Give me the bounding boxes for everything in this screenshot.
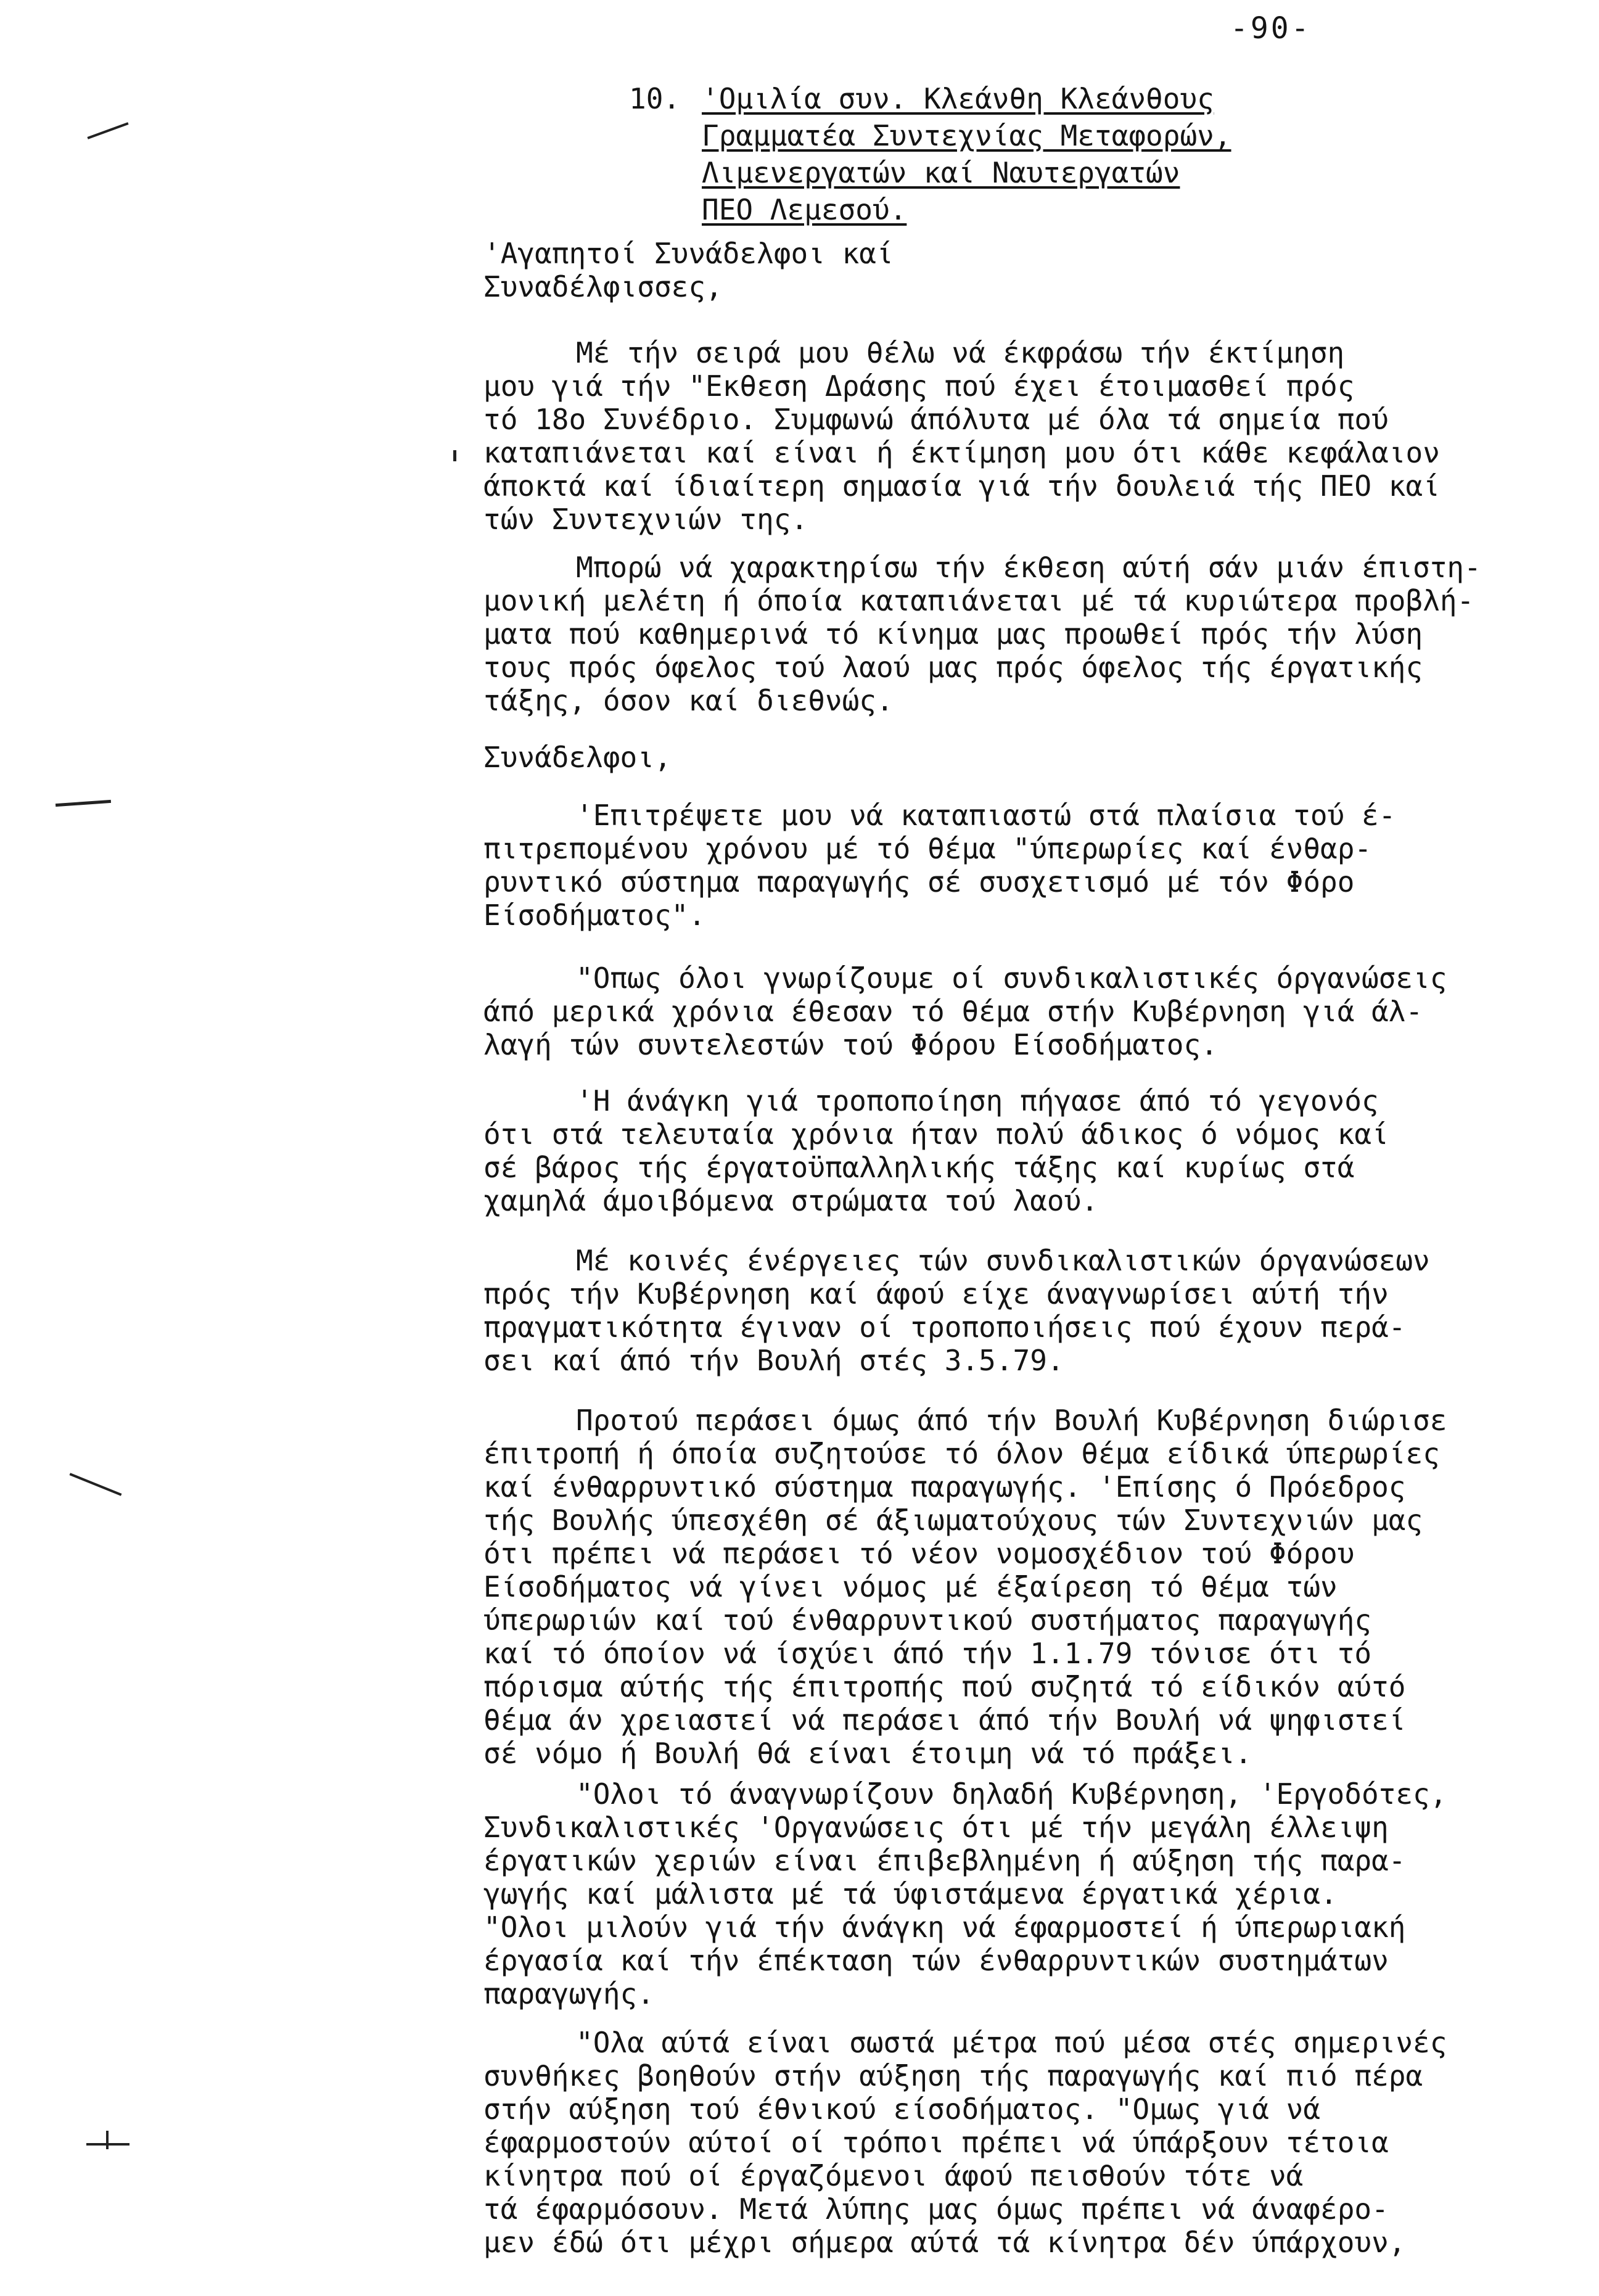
- text-line: σει καί άπό τήν Βουλή στές 3.5.79.: [483, 1344, 1064, 1377]
- text-line: έπιτροπή ή όποία συζητούσε τό όλον θέμα είδικά ύπερωρίες: [483, 1437, 1440, 1470]
- text-line: "Ολοι τό άναγνωρίζουν δηλαδή Κυβέρνηση, 'Εργοδότες,: [576, 1777, 1447, 1811]
- text-line: τής Βουλής ύπεσχέθη σέ άξιωματούχους τών Συντεχνιών μας: [483, 1504, 1423, 1537]
- margin-mark: [55, 800, 111, 807]
- text-line: τους πρός όφελος τού λαού μας πρός όφελος τής έργατικής: [483, 651, 1423, 684]
- page-number: -90-: [1230, 11, 1312, 46]
- text-line: Συνάδελφοι,: [483, 741, 672, 774]
- text-line: τάξης, όσον καί διεθνώς.: [483, 684, 894, 717]
- text-line: Προτού περάσει όμως άπό τήν Βουλή Κυβέρνηση διώρισε: [576, 1404, 1447, 1437]
- text-line: άποκτά καί ίδιαίτερη σημασία γιά τήν δουλειά τής ΠΕΟ καί: [483, 469, 1440, 503]
- paragraph: [483, 1777, 1532, 2010]
- text-line: τά έφαρμόσουν. Μετά λύπης μας όμως πρέπει νά άναφέρο-: [483, 2192, 1389, 2226]
- heading-line: 'Ομιλία συν. Κλεάνθη Κλεάνθους: [702, 82, 1214, 115]
- text-line: παραγωγής.: [483, 1977, 654, 2010]
- heading-number: 10.: [629, 82, 681, 115]
- text-line: πρός τήν Κυβέρνηση καί άφού είχε άναγνωρίσει αύτή τήν: [483, 1277, 1389, 1311]
- text-line: τό 18ο Συνέδριο. Συμφωνώ άπόλυτα μέ όλα τά σημεία πού: [483, 403, 1389, 436]
- paragraph: [483, 961, 1532, 1061]
- text-line: καί ένθαρρυντικό σύστημα παραγωγής. 'Επίσης ό Πρόεδρος: [483, 1470, 1406, 1504]
- text-line: θέμα άν χρειαστεί νά περάσει άπό τήν Βουλή νά ψηφιστεί: [483, 1703, 1406, 1737]
- address: [483, 741, 1532, 774]
- heading-line: Γραμματέα Συντεχνίας Μεταφορών,: [702, 119, 1231, 152]
- text-line: άπό μερικά χρόνια έθεσαν τό θέμα στήν Κυβέρνηση γιά άλ-: [483, 995, 1423, 1028]
- text-line: 'Επιτρέψετε μου νά καταπιαστώ στά πλαίσια τού έ-: [576, 799, 1396, 832]
- text-line: καί τό όποίον νά ίσχύει άπό τήν 1.1.79 τόνισε ότι τό: [483, 1637, 1372, 1670]
- text-line: στήν αύξηση τού έθνικού είσοδήματος. "Ομως γιά νά: [483, 2092, 1321, 2126]
- text-line: μονική μελέτη ή όποία καταπιάνεται μέ τά κυριώτερα προβλή-: [483, 584, 1474, 617]
- text-line: ματα πού καθημερινά τό κίνημα μας προωθεί πρός τήν λύση: [483, 617, 1423, 651]
- text-line: 'Η άνάγκη γιά τροποποίηση πήγασε άπό τό γεγονός: [576, 1084, 1379, 1117]
- text-line: πιτρεπομένου χρόνου μέ τό θέμα "ύπερωρίες καί ένθαρ-: [483, 832, 1372, 865]
- text-line: ύπερωριών καί τού ένθαρρυντικού συστήματος παραγωγής: [483, 1603, 1372, 1637]
- text-line: 'Αγαπητοί Συνάδελφοι καί: [483, 237, 894, 270]
- margin-mark: [87, 122, 128, 139]
- paragraph: [483, 336, 1532, 536]
- text-line: χαμηλά άμοιβόμενα στρώματα τού λαού.: [483, 1184, 1098, 1217]
- text-line: μου γιά τήν "Εκθεση Δράσης πού έχει έτοιμασθεί πρός: [483, 369, 1355, 403]
- text-line: έφαρμοστούν αύτοί οί τρόποι πρέπει νά ύπάρξουν τέτοια: [483, 2126, 1389, 2159]
- margin-mark: [70, 1473, 122, 1496]
- heading-title: [702, 80, 1231, 228]
- paragraph: [483, 551, 1532, 717]
- text-line: μεν έδώ ότι μέχρι σήμερα αύτά τά κίνητρα δέν ύπάρχουν,: [483, 2226, 1406, 2259]
- text-line: πόρισμα αύτής τής έπιτροπής πού συζητά τό είδικόν αύτό: [483, 1670, 1406, 1703]
- text-line: Μέ τήν σειρά μου θέλω νά έκφράσω τήν έκτίμηση: [576, 336, 1345, 369]
- text-line: σέ βάρος τής έργατοϋπαλληλικής τάξης καί κυρίως στά: [483, 1151, 1355, 1184]
- text-line: Συνδικαλιστικές 'Οργανώσεις ότι μέ τήν μεγάλη έλλειψη: [483, 1811, 1389, 1844]
- text-line: "Ολοι μιλούν γιά τήν άνάγκη νά έφαρμοστεί ή ύπερωριακή: [483, 1911, 1406, 1944]
- text-line: ρυντικό σύστημα παραγωγής σέ συσχετισμό μέ τόν Φόρο: [483, 865, 1355, 899]
- heading-line: Λιμενεργατών καί Ναυτεργατών: [702, 156, 1180, 189]
- paragraph: [483, 1404, 1532, 1770]
- text-line: λαγή τών συντελεστών τού Φόρου Είσοδήματος.: [483, 1028, 1218, 1061]
- text-line: Μέ κοινές ένέργειες τών συνδικαλιστικών όργανώσεων: [576, 1244, 1430, 1277]
- paragraph: [483, 799, 1532, 932]
- text-line: "Οπως όλοι γνωρίζουμε οί συνδικαλιστικές όργανώσεις: [576, 961, 1447, 995]
- margin-mark: [106, 2131, 109, 2149]
- paragraph: [483, 1084, 1532, 1217]
- text-line: πραγματικότητα έγιναν οί τροποποιήσεις πού έχουν περά-: [483, 1311, 1406, 1344]
- text-line: έργατικών χεριών είναι έπιβεβλημένη ή αύξηση τής παρα-: [483, 1844, 1406, 1877]
- text-line: Είσοδήματος νά γίνει νόμος μέ έξαίρεση τό θέμα τών: [483, 1570, 1338, 1603]
- text-line: γωγής καί μάλιστα μέ τά ύφιστάμενα έργατικά χέρια.: [483, 1877, 1338, 1911]
- text-line: Συναδέλφισσες,: [483, 270, 723, 303]
- text-line: καταπιάνεται καί είναι ή έκτίμηση μου ότι κάθε κεφάλαιον: [483, 436, 1440, 469]
- text-line: κίνητρα πού οί έργαζόμενοι άφού πεισθούν τότε νά: [483, 2159, 1304, 2192]
- text-line: τών Συντεχνιών της.: [483, 503, 808, 536]
- text-line: Μπορώ νά χαρακτηρίσω τήν έκθεση αύτή σάν μιάν έπιστη-: [576, 551, 1481, 584]
- text-line: Είσοδήματος".: [483, 899, 706, 932]
- margin-mark: [453, 450, 456, 461]
- paragraph: [483, 2026, 1532, 2259]
- text-line: ότι στά τελευταία χρόνια ήταν πολύ άδικος ό νόμος καί: [483, 1117, 1389, 1151]
- text-line: έργασία καί τήν έπέκταση τών ένθαρρυντικών συστημάτων: [483, 1944, 1389, 1977]
- salutation: [483, 237, 1532, 303]
- paragraph: [483, 1244, 1532, 1377]
- text-line: ότι πρέπει νά περάσει τό νέον νομοσχέδιον τού Φόρου: [483, 1537, 1355, 1570]
- text-line: σέ νόμο ή Βουλή θά είναι έτοιμη νά τό πράξει.: [483, 1737, 1252, 1770]
- text-line: συνθήκες βοηθούν στήν αύξηση τής παραγωγής καί πιό πέρα: [483, 2059, 1423, 2092]
- text-line: "Ολα αύτά είναι σωστά μέτρα πού μέσα στές σημερινές: [576, 2026, 1447, 2059]
- heading-line: ΠΕΟ Λεμεσού.: [702, 193, 907, 226]
